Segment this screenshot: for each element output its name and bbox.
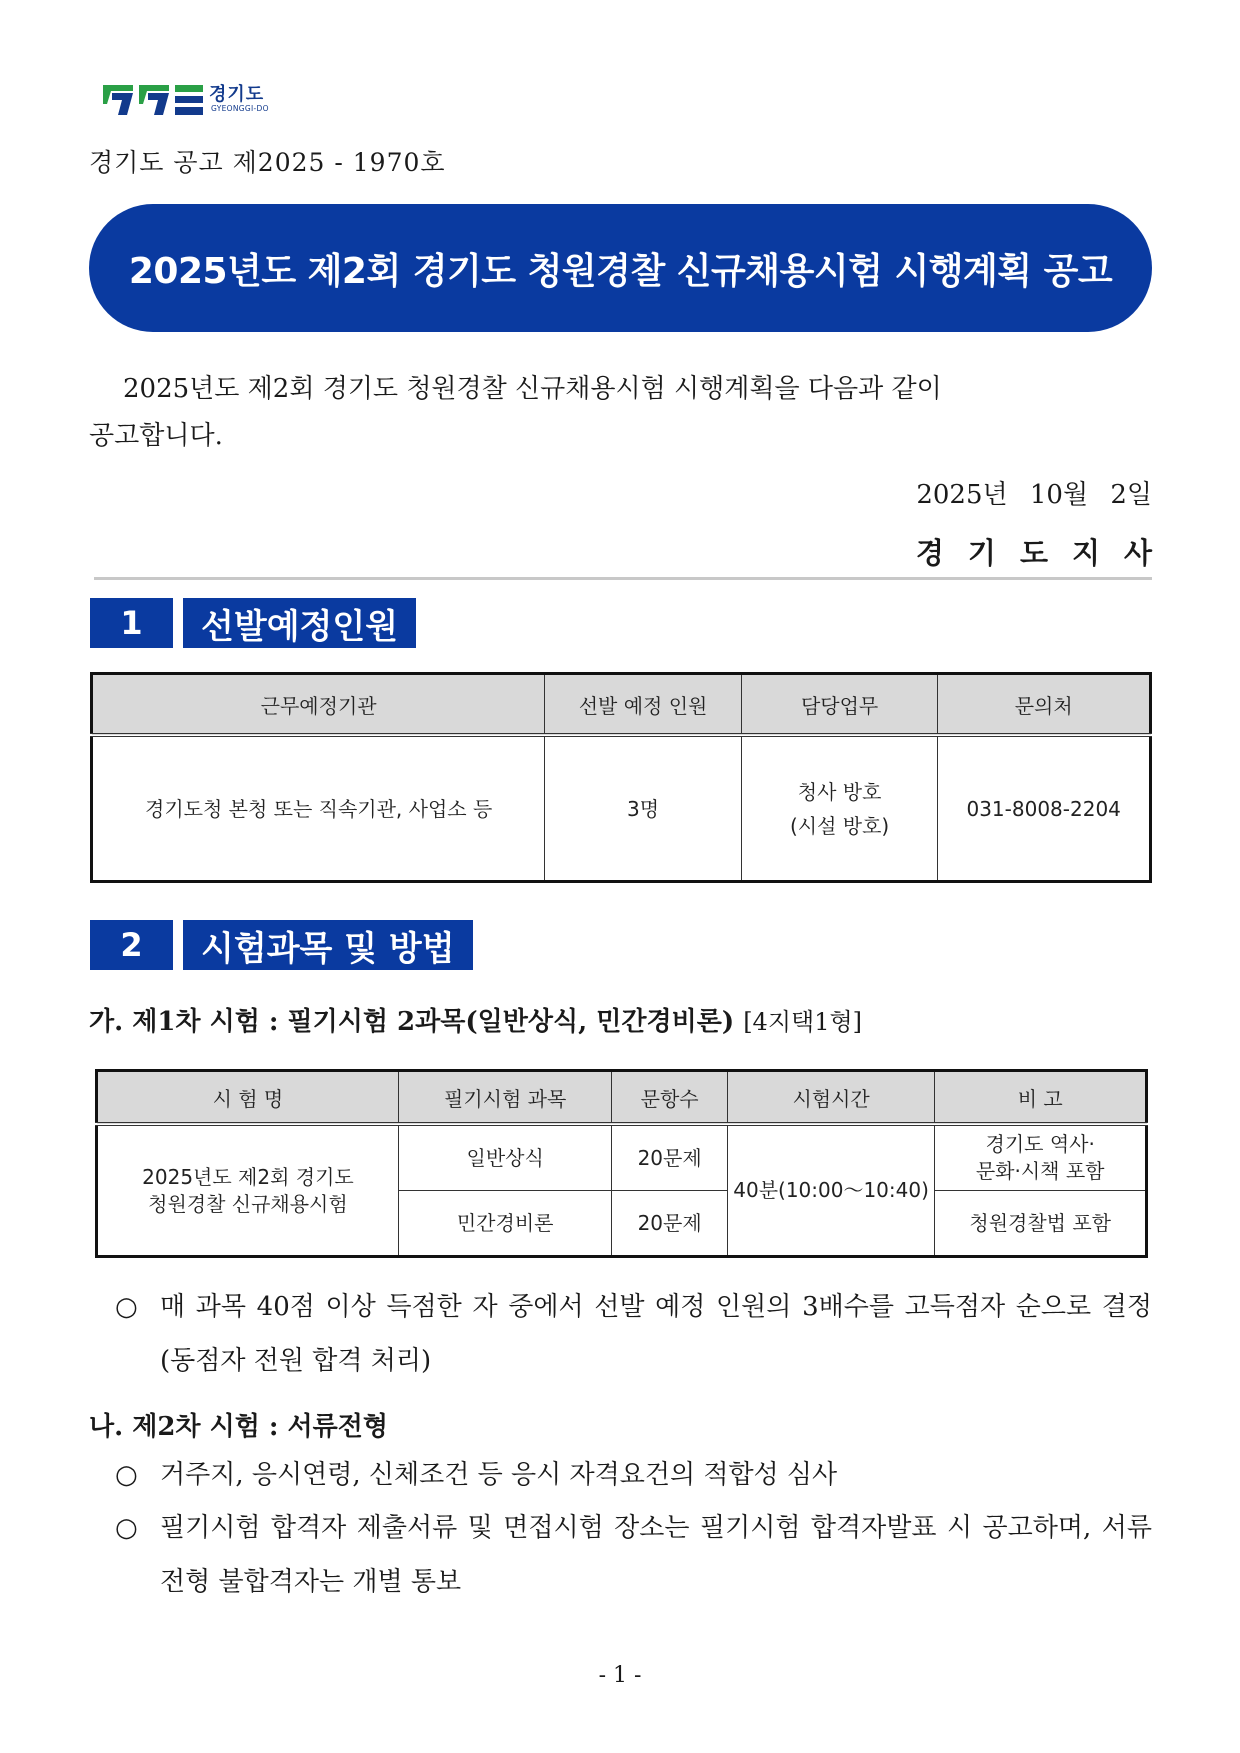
header-agency: 근무예정기관 [92, 674, 545, 736]
logo-subtext: GYEONGGI-DO [211, 104, 269, 113]
cell-question-count: 20문제 [612, 1191, 727, 1257]
cell-note [935, 1124, 1147, 1191]
cell-exam-time: 40분(10:00～10:40) [727, 1124, 935, 1257]
header-exam-time: 시험시간 [727, 1071, 935, 1125]
intro-line-1: 2025년도 제2회 경기도 청원경찰 신규채용시험 시행계획을 다음과 같이 [123, 374, 942, 404]
table-row [92, 735, 1151, 882]
exam-name-line-1: 2025년도 제2회 경기도 [142, 1164, 354, 1189]
question-format: [4지택1형] [743, 1008, 863, 1036]
exam-name-line-2: 청원경찰 신규채용시험 [148, 1191, 348, 1216]
table-header-row [97, 1071, 1147, 1125]
cell-exam-name [97, 1124, 399, 1257]
gyeonggi-logo [103, 80, 273, 120]
subheading-first-exam [89, 1001, 862, 1038]
page-title: 2025년도 제2회 경기도 청원경찰 신규채용시험 시행계획 공고 [128, 250, 1113, 292]
table-header-row [92, 674, 1151, 736]
note-line-1: 경기도 역사· [985, 1132, 1095, 1156]
header-question-count: 문항수 [612, 1071, 727, 1125]
header-duty: 담당업무 [741, 674, 938, 736]
subheading-first-exam-label: 가. 제1차 시험 : 필기시험 2과목(일반상식, 민간경비론) [89, 1007, 735, 1037]
bullet-eligibility-review [115, 1448, 1152, 1502]
cell-note: 청원경찰법 포함 [935, 1191, 1147, 1257]
cell-question-count: 20문제 [612, 1124, 727, 1191]
intro-paragraph [89, 366, 1152, 460]
logo-mark-icon [103, 82, 203, 118]
notice-date: 2025년 10월 2일 [916, 480, 1152, 510]
bullet-circle-icon: ○ [115, 1292, 138, 1322]
header-note: 비 고 [935, 1071, 1147, 1125]
bullet-text: 거주지, 응시연령, 신체조건 등 응시 자격요건의 적합성 심사 [160, 1460, 838, 1490]
bullet-pass-criteria [115, 1280, 1152, 1388]
header-exam-name: 시 험 명 [97, 1071, 399, 1125]
table-row [97, 1124, 1147, 1191]
page-number: - 1 - [598, 1663, 642, 1688]
cell-subject: 일반상식 [398, 1124, 612, 1191]
cell-subject: 민간경비론 [398, 1191, 612, 1257]
header-count: 선발 예정 인원 [545, 674, 742, 736]
duty-line-2: (시설 방호) [789, 813, 890, 838]
duty-line-1: 청사 방호 [797, 779, 882, 804]
section-2-number: 2 [90, 920, 173, 970]
cell-agency: 경기도청 본청 또는 직속기관, 사업소 등 [92, 735, 545, 882]
issuer: 경기도지사 [915, 536, 1176, 570]
bullet-documents-notice [115, 1501, 1152, 1609]
exam-table [95, 1069, 1148, 1258]
title-banner [89, 204, 1152, 332]
cell-duty [741, 735, 938, 882]
recruitment-table [90, 672, 1152, 883]
section-1-title: 선발예정인원 [183, 598, 416, 648]
section-2-title: 시험과목 및 방법 [183, 920, 473, 970]
intro-line-2: 공고합니다. [89, 421, 223, 451]
cell-count: 3명 [545, 735, 742, 882]
section-1-number: 1 [90, 598, 173, 648]
header-contact: 문의처 [938, 674, 1151, 736]
bullet-text: 필기시험 합격자 제출서류 및 면접시험 장소는 필기시험 합격자발표 시 공고하며, 서류전형 불합격자는 개별 통보 [160, 1513, 1152, 1597]
header-subject: 필기시험 과목 [398, 1071, 612, 1125]
subheading-second-exam: 나. 제2차 시험 : 서류전형 [89, 1412, 388, 1442]
cell-contact: 031-8008-2204 [938, 735, 1151, 882]
notice-number: 경기도 공고 제2025 - 1970호 [89, 148, 446, 177]
logo-text: 경기도 [209, 84, 265, 105]
bullet-circle-icon: ○ [115, 1460, 138, 1490]
divider [94, 577, 1152, 580]
bullet-text: 매 과목 40점 이상 득점한 자 중에서 선발 예정 인원의 3배수를 고득점자 순으로 결정(동점자 전원 합격 처리) [160, 1292, 1152, 1376]
bullet-circle-icon: ○ [115, 1513, 138, 1543]
note-line-2: 문화·시책 포함 [975, 1159, 1105, 1183]
